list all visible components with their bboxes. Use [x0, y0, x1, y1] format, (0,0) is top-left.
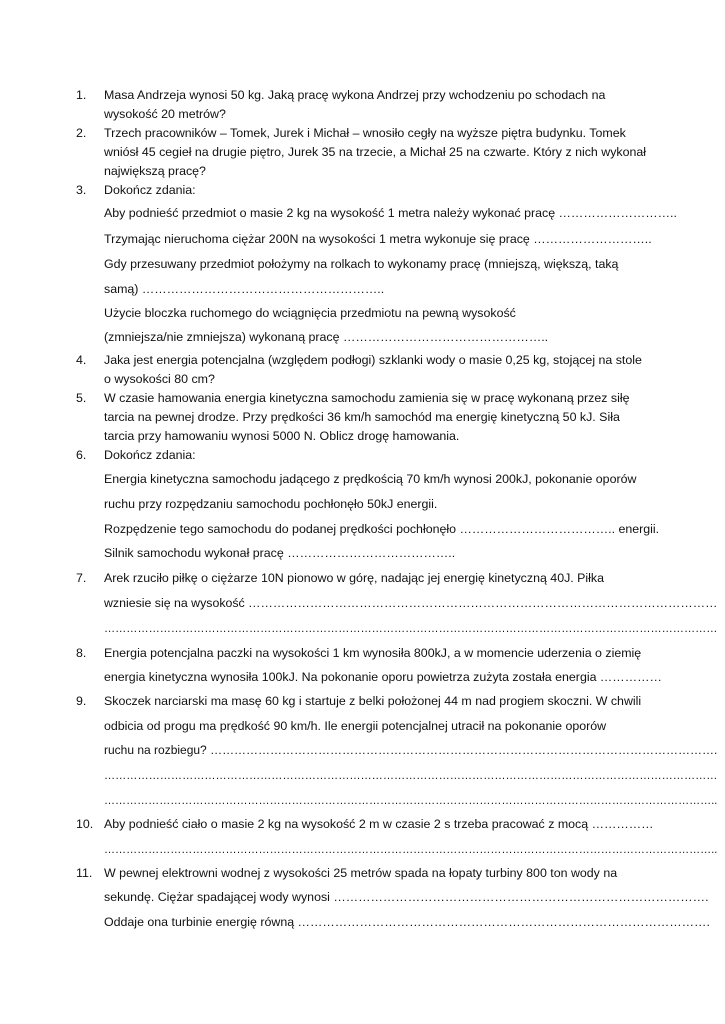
question-text-line: Arek rzuciło piłkę o ciężarze 10N pionowo w górę, nadając jej energię kinetyczną 40J. Piłka — [104, 571, 605, 585]
question-text-line: Dokończ zdania: — [104, 183, 196, 197]
question-number: 1. — [76, 88, 87, 102]
question-number: 3. — [76, 183, 87, 197]
answer-line: ………………………………………………………………………………………………………………………………………………….. — [104, 842, 718, 856]
fill-in-sentence: Aby podnieść przedmiot o masie 2 kg na wysokość 1 metra należy wykonać pracę ……………………….. — [104, 206, 677, 220]
answer-line: ………………………………………………………………………………………………………………………………………………… — [104, 768, 718, 782]
question-text-line: Masa Andrzeja wynosi 50 kg. Jaką pracę wykona Andrzej przy wchodzeniu po schodach na — [104, 88, 606, 102]
question-number: 7. — [76, 571, 87, 585]
fill-in-sentence: Silnik samochodu wykonał pracę ………………………………….. — [104, 546, 456, 560]
question-text-line: Dokończ zdania: — [104, 448, 196, 462]
fill-in-sentence: Oddaje ona turbinie energię równą ………………………………………………………………………………………. — [104, 915, 710, 929]
question-text-line: tarcia na pewnej drodze. Przy prędkości 36 km/h samochód ma energię kinetyczną 50 kJ. Siła — [104, 410, 620, 424]
fill-in-sentence: (zmniejsza/nie zmniejsza) wykonaną pracę ………………………………………….. — [104, 330, 549, 344]
fill-in-sentence: Trzymając nieruchoma ciężar 200N na wysokości 1 metra wykonuje się pracę ……………………….. — [104, 232, 652, 246]
fill-in-sentence: Rozpędzenie tego samochodu do podanej prędkości pochłonęło ……………………………….. energii. — [104, 522, 660, 536]
question-text-line: energia kinetyczna wynosiła 100kJ. Na pokonanie oporu powietrza zużyta została energia …………… — [104, 670, 662, 684]
question-text-line: o wysokości 80 cm? — [104, 372, 215, 386]
question-text-line: W czasie hamowania energia kinetyczna samochodu zamienia się w pracę wykonaną przez siłę — [104, 391, 630, 405]
question-number: 10. — [76, 817, 94, 831]
question-number: 11. — [76, 866, 93, 880]
question-text-line: Energia potencjalna paczki na wysokości 1 km wynosiła 800kJ, a w momencie uderzenia o ziemię — [104, 646, 642, 660]
question-number: 8. — [76, 646, 87, 660]
answer-line: wzniesie się na wysokość …………………………………………………………………………………………………… — [104, 596, 718, 610]
question-text-line: tarcia przy hamowaniu wynosi 5000 N. Oblicz drogę hamowania. — [104, 429, 460, 443]
fill-in-sentence: sekundę. Ciężar spadającej wody wynosi ………………………………………………………………………………. — [104, 890, 709, 904]
fill-in-sentence: Użycie bloczka ruchomego do wciągnięcia przedmiotu na pewną wysokość — [104, 306, 516, 320]
question-number: 2. — [76, 126, 87, 140]
question-text-line: Skoczek narciarski ma masę 60 kg i startuje z belki położonej 44 m nad progiem skoczni. W chwili — [104, 694, 642, 708]
question-text-line: Trzech pracowników – Tomek, Jurek i Michał – wnosiło cegły na wyższe piętra budynku. Tomek — [104, 126, 626, 140]
question-text-line: Jaka jest energia potencjalna (względem podłogi) szklanki wody o masie 0,25 kg, stojącej na stole — [104, 353, 642, 367]
fill-in-sentence: Energia kinetyczna samochodu jadącego z prędkością 70 km/h wynosi 200kJ, pokonanie oporów — [104, 472, 637, 486]
question-number: 5. — [76, 391, 87, 405]
question-text-line: Aby podnieść ciało o masie 2 kg na wysokość 2 m w czasie 2 s trzeba pracować z mocą …………… — [104, 817, 654, 831]
question-text-line: wniósł 45 cegieł na drugie piętro, Jurek 35 na trzecie, a Michał 25 na czwarte. Który z nich wykonał — [104, 145, 647, 159]
question-text-line: największą pracę? — [104, 164, 206, 178]
fill-in-sentence: samą) ………………………………………………….. — [104, 282, 385, 296]
question-text-line: odbicia od progu ma prędkość 90 km/h. Ile energii potencjalnej utracił na pokonanie oporów — [104, 719, 607, 733]
question-text-line: wysokość 20 metrów? — [104, 107, 226, 121]
answer-line: ………………………………………………………………………………………………………………………………………………….. — [104, 793, 718, 807]
fill-in-sentence: ruchu przy rozpędzaniu samochodu pochłonęło 50kJ energii. — [104, 497, 438, 511]
answer-line: ………………………………………………………………………………………………………………………………………………… — [104, 621, 718, 635]
question-number: 4. — [76, 353, 87, 367]
answer-line: ruchu na rozbiegu? ………………………………………………………………………………………………………………. — [104, 743, 718, 757]
question-text-line: W pewnej elektrowni wodnej z wysokości 25 metrów spada na łopaty turbiny 800 ton wody na — [104, 866, 618, 880]
question-number: 9. — [76, 694, 87, 708]
question-number: 6. — [76, 448, 87, 462]
fill-in-sentence: Gdy przesuwany przedmiot położymy na rolkach to wykonamy pracę (mniejszą, większą, taką — [104, 257, 619, 271]
